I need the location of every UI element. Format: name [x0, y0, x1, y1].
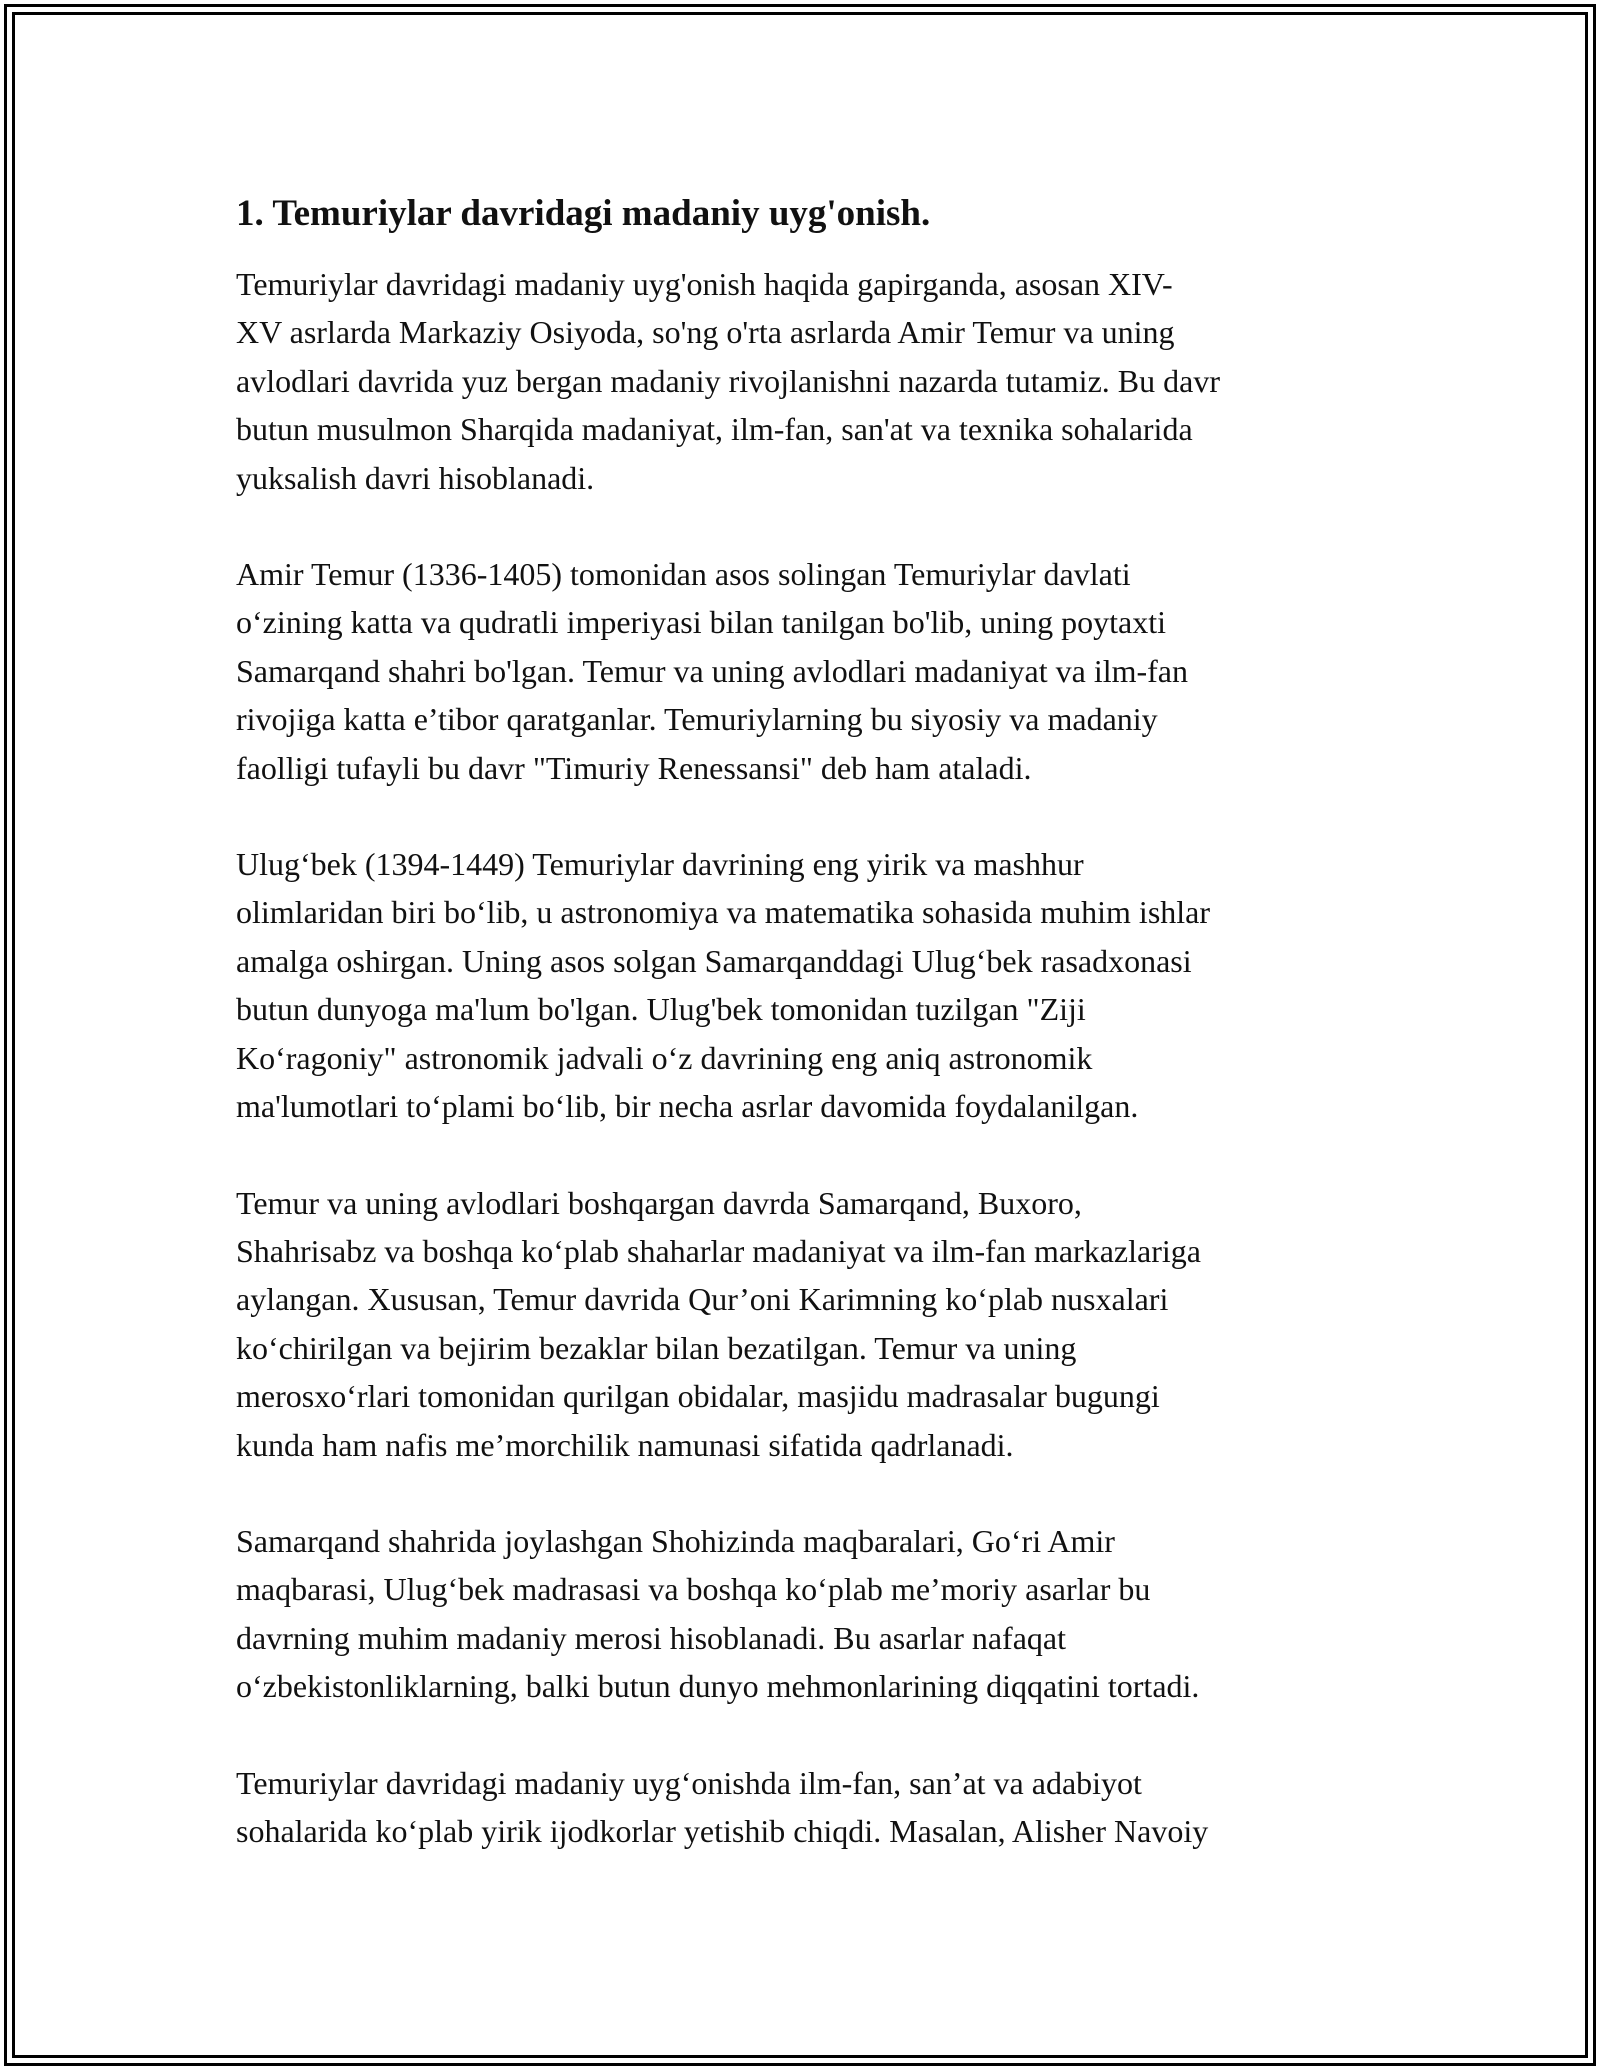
paragraph-2	[236, 550, 1386, 792]
document-body	[236, 190, 1386, 1903]
text-line: Temur va uning avlodlari boshqargan davrda Samarqand, Buxoro,	[236, 1184, 1082, 1221]
paragraph-4	[236, 1179, 1386, 1469]
text-line: olimlaridan biri bo‘lib, u astronomiya va matematika sohasida muhim ishlar	[236, 894, 1211, 931]
paragraph-6	[236, 1759, 1386, 1856]
paragraph-5	[236, 1517, 1386, 1711]
text-line: avlodlari davrida yuz bergan madaniy rivojlanishni nazarda tutamiz. Bu davr	[236, 362, 1220, 399]
text-line: ko‘chirilgan va bejirim bezaklar bilan bezatilgan. Temur va uning	[236, 1329, 1077, 1366]
text-line: davrning muhim madaniy merosi hisoblanadi. Bu asarlar nafaqat	[236, 1619, 1066, 1656]
text-line: Amir Temur (1336-1405) tomonidan asos solingan Temuriylar davlati	[236, 556, 1131, 593]
text-line: sohalarida ko‘plab yirik ijodkorlar yetishib chiqdi. Masalan, Alisher Navoiy	[236, 1812, 1209, 1849]
paragraph-3	[236, 840, 1386, 1130]
text-line: aylangan. Xususan, Temur davrida Qur’oni Karimning ko‘plab nusxalari	[236, 1281, 1169, 1318]
text-line: rivojiga katta e’tibor qaratganlar. Temuriylarning bu siyosiy va madaniy	[236, 701, 1158, 738]
text-line: amalga oshirgan. Uning asos solgan Samarqanddagi Ulug‘bek rasadxonasi	[236, 942, 1192, 979]
text-line: XV asrlarda Markaziy Osiyoda, so'ng o'rta asrlarda Amir Temur va uning	[236, 314, 1175, 351]
text-line: Samarqand shahrida joylashgan Shohizinda maqbaralari, Go‘ri Amir	[236, 1522, 1115, 1559]
text-line: butun dunyoga ma'lum bo'lgan. Ulug'bek tomonidan tuzilgan "Ziji	[236, 991, 1086, 1028]
paragraph-1	[236, 260, 1386, 502]
text-line: o‘zbekistonliklarning, balki butun dunyo mehmonlarining diqqatini tortadi.	[236, 1668, 1200, 1705]
text-line: maqbarasi, Ulug‘bek madrasasi va boshqa ko‘plab me’moriy asarlar bu	[236, 1571, 1151, 1608]
text-line: Ko‘ragoniy" astronomik jadvali o‘z davrining eng aniq astronomik	[236, 1039, 1093, 1076]
document-title: 1. Temuriylar davridagi madaniy uyg'onish.	[236, 193, 931, 234]
text-line: kunda ham nafis me’morchilik namunasi sifatida qadrlanadi.	[236, 1426, 1014, 1463]
text-line: Temuriylar davridagi madaniy uyg‘onishda ilm-fan, san’at va adabiyot	[236, 1764, 1142, 1801]
text-line: Shahrisabz va boshqa ko‘plab shaharlar madaniyat va ilm-fan markazlariga	[236, 1232, 1201, 1269]
text-line: o‘zining katta va qudratli imperiyasi bilan tanilgan bo'lib, uning poytaxti	[236, 604, 1167, 641]
text-line: Ulug‘bek (1394-1449) Temuriylar davrining eng yirik va mashhur	[236, 846, 1084, 883]
text-line: Temuriylar davridagi madaniy uyg'onish haqida gapirganda, asosan XIV-	[236, 266, 1173, 302]
text-line: ma'lumotlari to‘plami bo‘lib, bir necha asrlar davomida foydalanilgan.	[236, 1088, 1139, 1125]
text-line: butun musulmon Sharqida madaniyat, ilm-fan, san'at va texnika sohalarida	[236, 411, 1193, 448]
text-line: faolligi tufayli bu davr "Timuriy Renessansi" deb ham ataladi.	[236, 749, 1032, 786]
text-line: yuksalish davri hisoblanadi.	[236, 459, 595, 496]
text-line: merosxo‘rlari tomonidan qurilgan obidalar, masjidu madrasalar bugungi	[236, 1378, 1160, 1415]
text-line: Samarqand shahri bo'lgan. Temur va uning avlodlari madaniyat va ilm-fan	[236, 652, 1188, 689]
